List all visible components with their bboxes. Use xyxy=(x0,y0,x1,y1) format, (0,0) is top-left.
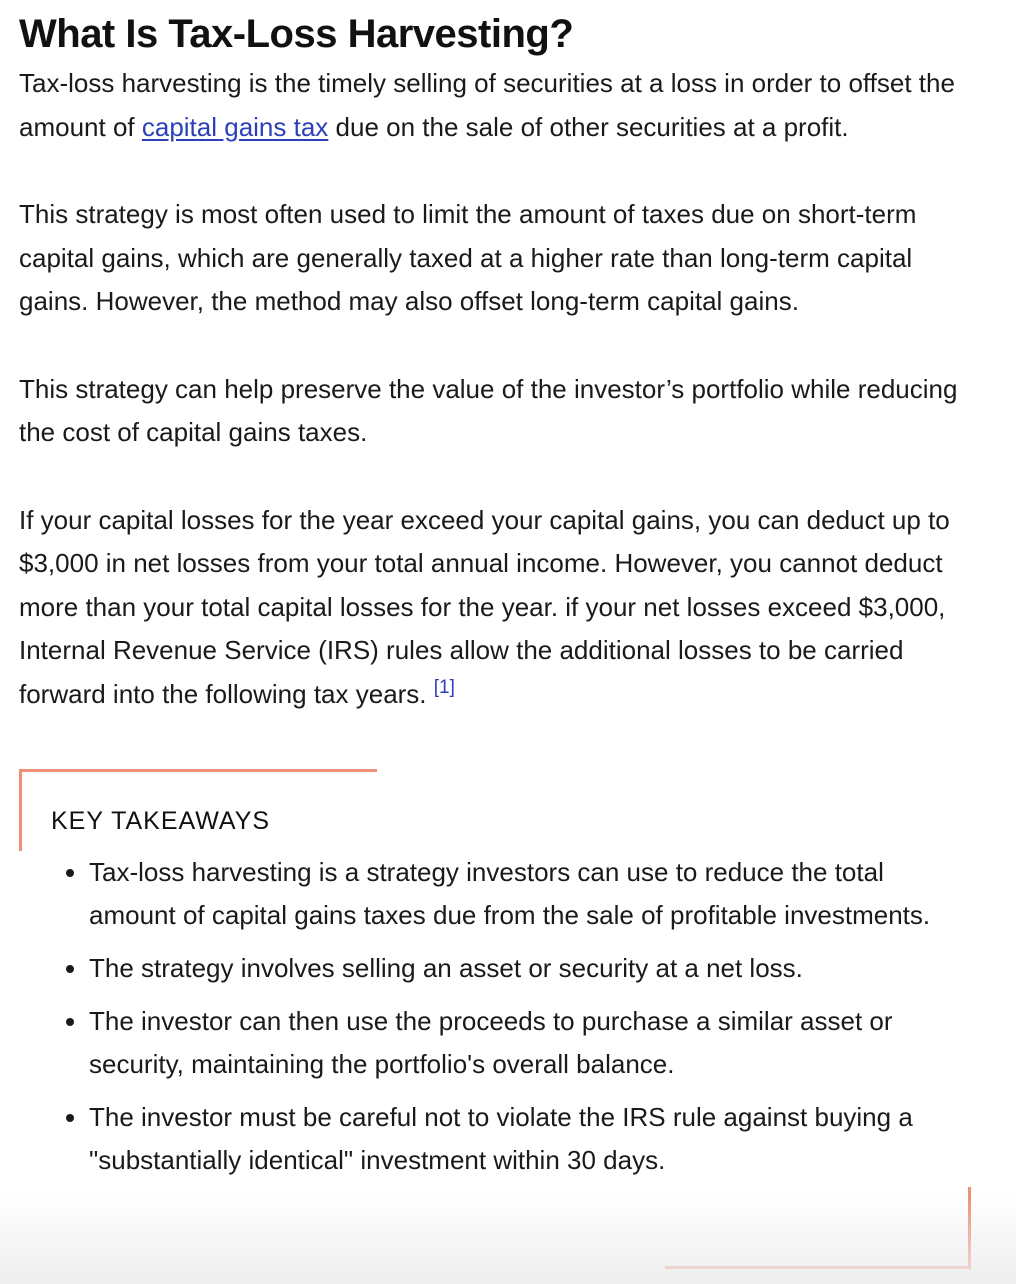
intro-text-end: due on the sale of other securities at a profit. xyxy=(328,111,849,142)
citation-link[interactable]: [1] xyxy=(433,676,455,698)
key-takeaways-heading: KEY TAKEAWAYS xyxy=(51,807,271,835)
losses-text: If your capital losses for the year exceed your capital gains, you can deduct up to $3,000 in net losses from your total annual income. However, you cannot deduct more than your total capital losses for the year. if your net losses exceed $3,000, Internal Revenue Service (IRS) rules allow the additional losses to be carried forward into the following tax years. xyxy=(19,504,950,709)
list-item: • Tax-loss harvesting is a strategy investors can use to reduce the total amount of capital gains taxes due from the sale of profitable investments. xyxy=(89,851,949,937)
page-title: What Is Tax-Loss Harvesting? xyxy=(19,12,574,56)
key-takeaways-list xyxy=(61,851,949,1192)
list-item: • The strategy involves selling an asset or security at a net loss. xyxy=(89,947,949,990)
article xyxy=(19,0,979,760)
list-item: • The investor must be careful not to violate the IRS rule against buying a "substantially identical" investment within 30 days. xyxy=(89,1096,949,1182)
box-corner-bottom-right-vertical xyxy=(968,1187,971,1269)
box-corner-top-left xyxy=(19,769,377,772)
box-corner-top-left-vertical xyxy=(19,769,22,851)
key-takeaways-box xyxy=(19,769,971,1269)
capital-gains-tax-link[interactable]: capital gains tax xyxy=(141,111,329,142)
losses-paragraph xyxy=(19,499,979,717)
preserve-value-paragraph: This strategy can help preserve the value of the investor’s portfolio while reducing the cost of capital gains taxes. xyxy=(19,373,958,447)
box-corner-bottom-right xyxy=(665,1266,971,1269)
intro-text-start: Tax-loss harvesting is the timely selling of securities at a loss in order to offset the amount of xyxy=(19,68,955,142)
strategy-paragraph: This strategy is most often used to limit the amount of taxes due on short-term capital gains, which are generally taxed at a higher rate than long-term capital gains. However, the method may also offset long-term capital gains. xyxy=(19,199,917,316)
intro-paragraph xyxy=(19,62,979,149)
list-item: • The investor can then use the proceeds to purchase a similar asset or security, maintaining the portfolio's overall balance. xyxy=(89,1000,949,1086)
